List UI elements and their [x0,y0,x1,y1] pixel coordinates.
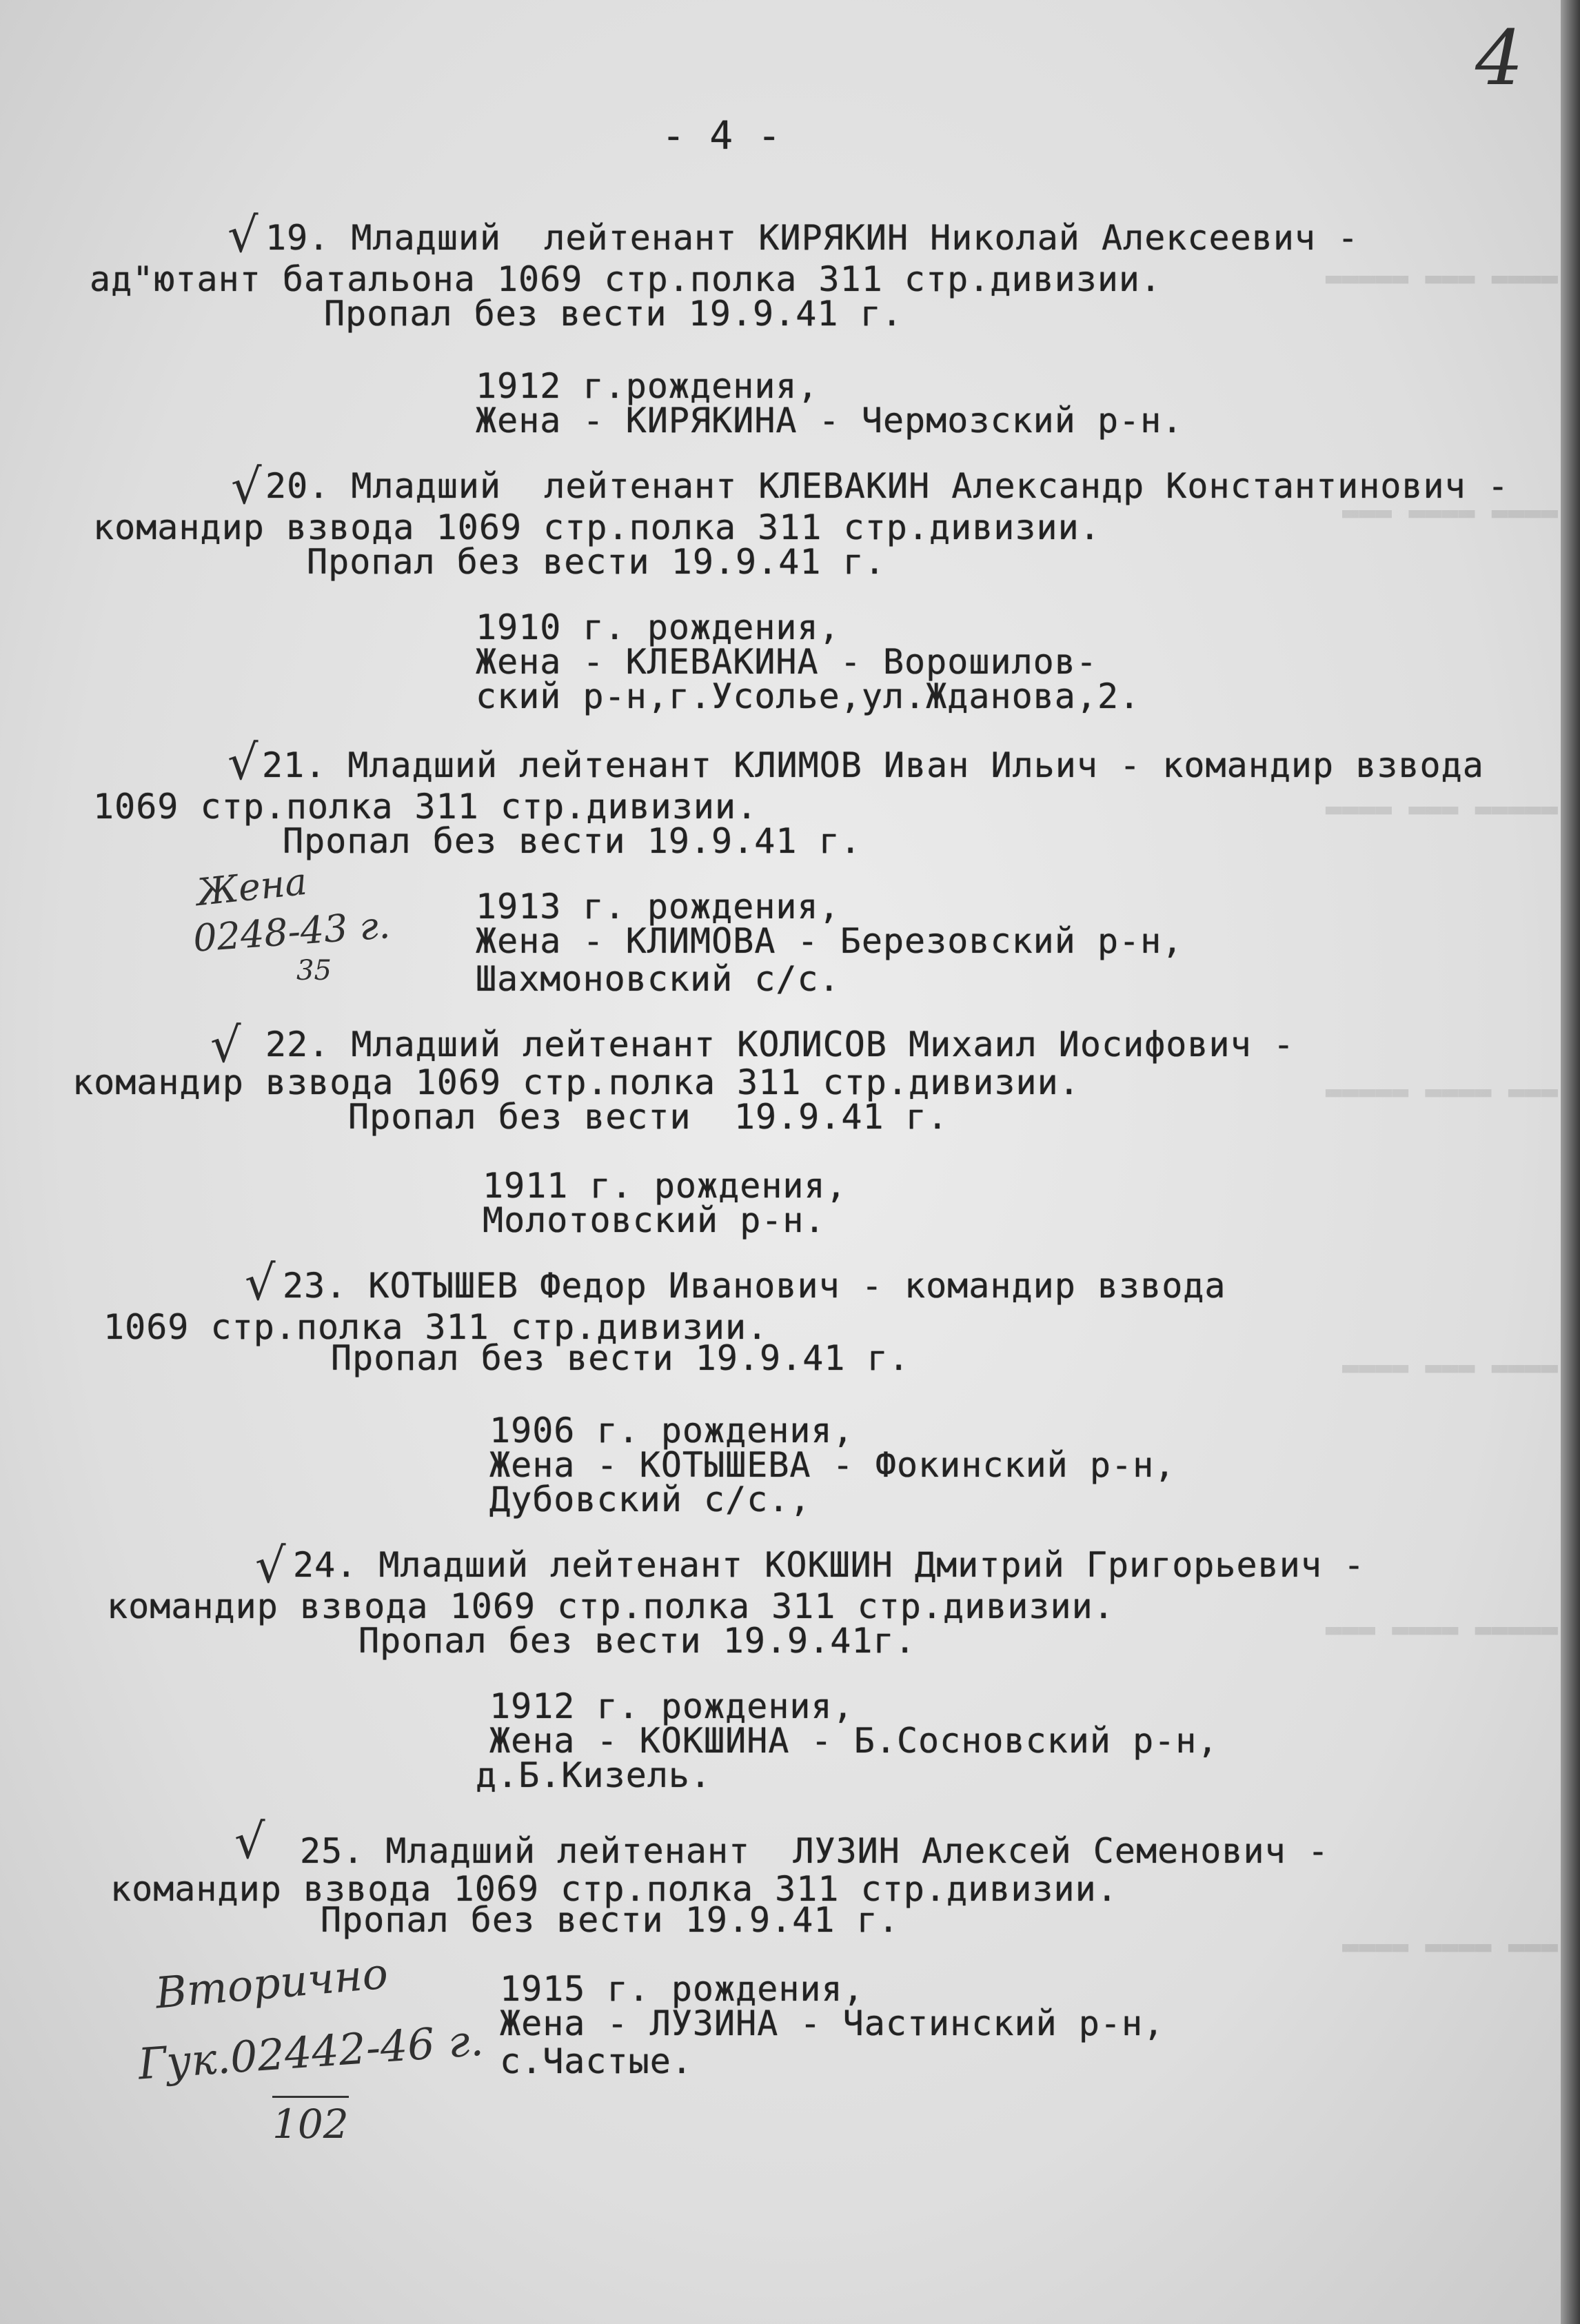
entry-24-line1: 24. Младший лейтенант КОКШИН Дмитрий Григорьевич - [293,1545,1366,1585]
entry-22-line2: командир взвода 1069 стр.полка 311 стр.дивизии. [72,1062,1080,1102]
entry-23-line1: 23. КОТЫШЕВ Федор Иванович - командир взвода [283,1266,1226,1306]
entry-25-family-1: Жена - ЛУЗИНА - Частинский р-н, [500,2003,1165,2043]
bleed-through: ▬▬▬▬ ▬▬▬ ▬▬▬▬ [1341,1351,1558,1383]
entry-25-missing: Пропал без вести 19.9.41 г. [321,1900,900,1940]
entry-24-family-1: Жена - КОКШИНА - Б.Сосновский р-н, [489,1721,1219,1761]
entry-19-line1: 19. Младший лейтенант КИРЯКИН Николай Алексеевич - [265,218,1359,258]
entry-24-birth: 1912 г. рождения, [489,1686,854,1726]
handwritten-note-21-line1: Жена [194,859,310,915]
entry-24-line2: командир взвода 1069 стр.полка 311 стр.дивизии. [107,1586,1115,1626]
entry-20-family-1: Жена - КЛЕВАКИНА - Ворошилов- [476,642,1097,682]
entry-22-birth: 1911 г. рождения, [483,1166,847,1206]
entry-24-family-2: д.Б.Кизель. [476,1755,712,1795]
bleed-through: ▬▬▬▬ ▬▬▬ ▬▬▬▬▬ [1325,262,1558,294]
page-number: - 4 - [662,114,782,159]
entry-19-missing: Пропал без вести 19.9.41 г. [324,294,903,334]
bleed-through: ▬▬▬▬▬ ▬▬▬▬ ▬▬▬ [1325,1613,1558,1645]
entry-25-line2: командир взвода 1069 стр.полка 311 стр.дивизии. [110,1869,1118,1909]
entry-25-family-2: с.Частые. [500,2041,693,2081]
entry-20-birth: 1910 г. рождения, [476,607,840,647]
check-mark: √ [234,1813,265,1870]
entry-23-line2: 1069 стр.полка 311 стр.дивизии. [103,1307,769,1347]
bleed-through: ▬▬▬▬▬ ▬▬▬ ▬▬▬▬ [1325,793,1558,825]
entry-19-line2: ад"ютант батальона 1069 стр.полка 311 стр.дивизии. [90,259,1162,299]
check-mark: √ [231,458,262,515]
entry-23-missing: Пропал без вести 19.9.41 г. [331,1338,910,1378]
entry-21-line1: 21. Младший лейтенант КЛИМОВ Иван Ильич - командир взвода [262,745,1484,785]
entry-20-line1: 20. Младший лейтенант КЛЕВАКИН Александр Константинович - [265,466,1509,506]
entry-19-family-1: Жена - КИРЯКИНА - Чермозский р-н. [476,401,1184,441]
entry-23-family-1: Жена - КОТЫШЕВА - Фокинский р-н, [489,1445,1176,1485]
entry-20-family-2: ский р-н,г.Усолье,ул.Жданова,2. [476,676,1141,716]
entry-20-line2: командир взвода 1069 стр.полка 311 стр.дивизии. [93,507,1101,547]
entry-19-birth: 1912 г.рождения, [476,366,819,406]
handwritten-note-21-line2: 0248-43 г. [192,903,392,960]
entry-22-missing: Пропал без вести 19.9.41 г. [348,1097,949,1137]
entry-21-family-2: Шахмоновский с/с. [476,959,840,999]
check-mark: √ [227,207,259,263]
handwritten-page-number: 4 [1475,14,1523,102]
check-mark: √ [255,1537,286,1594]
bleed-through: ▬▬▬ ▬▬▬▬ ▬▬▬▬ [1341,1930,1558,1962]
entry-22-line1: 22. Младший лейтенант КОЛИСОВ Михаил Иосифович - [265,1024,1295,1064]
handwritten-note-25-line1: Вторично [153,1948,390,2019]
entry-23-family-2: Дубовский с/с., [489,1479,811,1519]
entry-25-birth: 1915 г. рождения, [500,1969,864,2009]
handwritten-note-21-line3: 35 [296,955,332,987]
entry-21-line2: 1069 стр.полка 311 стр.дивизии. [93,787,758,827]
bleed-through: ▬▬▬ ▬▬▬▬ ▬▬▬▬▬ [1325,1075,1558,1107]
entry-24-missing: Пропал без вести 19.9.41г. [358,1621,916,1661]
entry-21-family-1: Жена - КЛИМОВА - Березовский р-н, [476,921,1184,961]
entry-25-line1: 25. Младший лейтенант ЛУЗИН Алексей Семенович - [300,1831,1329,1871]
entry-22-family-1: Молотовский р-н. [483,1200,826,1240]
entry-21-missing: Пропал без вести 19.9.41 г. [283,821,862,861]
check-mark: √ [227,734,259,791]
scan-edge [1561,0,1580,2324]
check-mark: √ [210,1017,241,1073]
entry-21-birth: 1913 г. рождения, [476,887,840,927]
handwritten-note-25-line2: Гук.02442-46 г. [136,2014,485,2090]
entry-20-missing: Пропал без вести 19.9.41 г. [307,542,886,582]
handwritten-note-25-line3: 102 [272,2096,349,2148]
bleed-through: ▬▬▬▬ ▬▬▬▬ ▬▬▬ [1341,496,1558,528]
entry-23-birth: 1906 г. рождения, [489,1411,854,1451]
check-mark: √ [245,1255,276,1311]
